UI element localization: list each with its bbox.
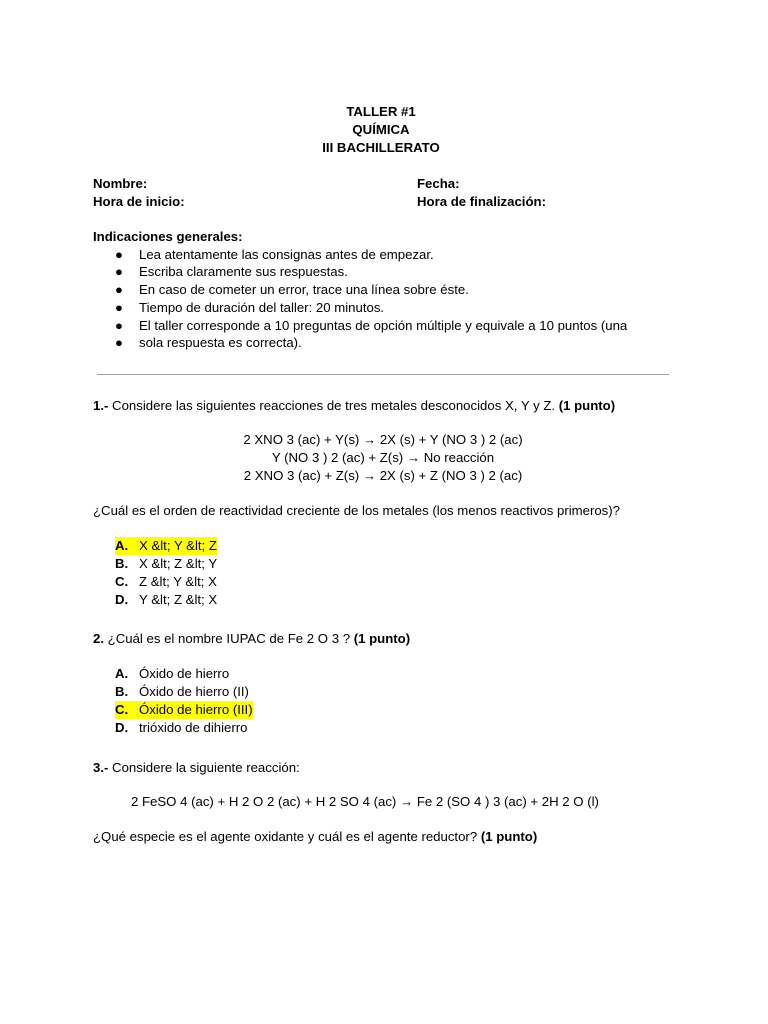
list-item <box>93 317 673 335</box>
option-a <box>93 537 673 555</box>
bullet-icon: ● <box>115 299 123 315</box>
bullet-icon: ● <box>115 264 123 280</box>
option-text: Z &lt; Y &lt; X <box>139 573 217 589</box>
question-text: ¿Cuál es el nombre IUPAC de Fe 2 O 3 ? <box>104 631 354 647</box>
bullet-icon: ● <box>115 317 123 333</box>
option-letter: A. <box>115 538 129 554</box>
option-c <box>93 701 673 719</box>
nombre-label: Nombre: <box>93 176 148 191</box>
equation: Y (NO 3 ) 2 (ac) + Z(s) → No reacción <box>271 450 495 466</box>
question-number: 2. <box>93 631 104 647</box>
option-d <box>93 591 673 609</box>
list-item <box>93 334 673 352</box>
option-text: Óxido de hierro (II) <box>139 684 249 700</box>
question-text: Considere las siguientes reacciones de tres metales desconocidos X, Y y Z. <box>108 398 559 414</box>
option-a <box>93 665 673 683</box>
question-1 <box>93 397 673 415</box>
option-letter: A. <box>115 666 129 682</box>
list-item-text: Escriba claramente sus respuestas. <box>139 264 348 280</box>
option-text: Óxido de hierro <box>139 666 230 682</box>
option-c <box>93 573 673 591</box>
indicaciones-list <box>93 246 673 353</box>
question-number: 3.- <box>93 759 109 775</box>
list-item-text: El taller corresponde a 10 preguntas de opción múltiple y equivale a 10 puntos (una <box>139 317 628 333</box>
question-text: ¿Qué especie es el agente oxidante y cuál es el agente reductor? <box>93 828 481 844</box>
bullet-icon: ● <box>115 335 123 351</box>
question-text: Considere la siguiente reacción: <box>108 759 300 775</box>
q3-prompt <box>93 828 673 846</box>
option-letter: D. <box>115 719 129 735</box>
option-text: X &lt; Z &lt; Y <box>139 556 218 572</box>
option-letter: B. <box>115 684 129 700</box>
option-b <box>93 683 673 701</box>
title-line-grade: III BACHILLERATO <box>322 140 440 155</box>
q1-equations <box>93 431 673 485</box>
list-item <box>93 246 673 264</box>
answer-highlight <box>115 701 253 719</box>
q2-options <box>93 665 673 736</box>
list-item-text: sola respuesta es correcta). <box>139 335 302 351</box>
title-line-taller: TALLER #1 <box>346 104 416 119</box>
hora-inicio-label: Hora de inicio: <box>93 193 185 209</box>
option-letter: C. <box>115 573 129 589</box>
question-2 <box>93 630 673 648</box>
q1-prompt: ¿Cuál es el orden de reactividad creciente de los metales (los menos reactivos primeros)? <box>93 503 621 519</box>
option-letter: C. <box>115 702 129 718</box>
title-line-subject: QUÍMICA <box>352 122 410 137</box>
document-page <box>93 103 673 846</box>
student-info <box>93 175 673 210</box>
equation: 2 XNO 3 (ac) + Z(s) → 2X (s) + Z (NO 3 ) 2 (ac) <box>243 468 523 484</box>
list-item <box>93 299 673 317</box>
option-text: trióxido de dihierro <box>139 719 248 735</box>
bullet-icon: ● <box>115 282 123 298</box>
option-letter: D. <box>115 591 129 607</box>
hora-fin-label: Hora de finalización: <box>417 193 546 209</box>
question-points: (1 punto) <box>480 828 538 844</box>
option-b <box>93 555 673 573</box>
option-text: Óxido de hierro (III) <box>139 702 253 718</box>
list-item-text: Tiempo de duración del taller: 20 minutos. <box>139 299 385 315</box>
question-3 <box>93 759 673 777</box>
option-letter: B. <box>115 556 129 572</box>
q1-options <box>93 537 673 608</box>
bullet-icon: ● <box>115 246 123 262</box>
question-points: (1 punto) <box>558 398 616 414</box>
list-item-text: En caso de cometer un error, trace una línea sobre éste. <box>139 282 469 298</box>
list-item <box>93 263 673 281</box>
q3-equation: 2 FeSO 4 (ac) + H 2 O 2 (ac) + H 2 SO 4 (ac) → Fe 2 (SO 4 ) 3 (ac) + 2H 2 O (l) <box>131 793 599 809</box>
option-text: Y &lt; Z &lt; X <box>139 591 218 607</box>
answer-highlight <box>115 537 217 555</box>
document-title <box>89 103 673 157</box>
question-points: (1 punto) <box>353 631 411 647</box>
list-item-text: Lea atentamente las consignas antes de empezar. <box>139 246 434 262</box>
indicaciones-title: Indicaciones generales: <box>93 229 243 244</box>
fecha-label: Fecha: <box>417 176 460 191</box>
section-divider <box>97 374 669 375</box>
option-d <box>93 719 673 737</box>
option-text: X &lt; Y &lt; Z <box>139 538 217 554</box>
question-number: 1.- <box>93 398 109 414</box>
equation: 2 XNO 3 (ac) + Y(s) → 2X (s) + Y (NO 3 ) 2 (ac) <box>243 432 523 448</box>
list-item <box>93 281 673 299</box>
